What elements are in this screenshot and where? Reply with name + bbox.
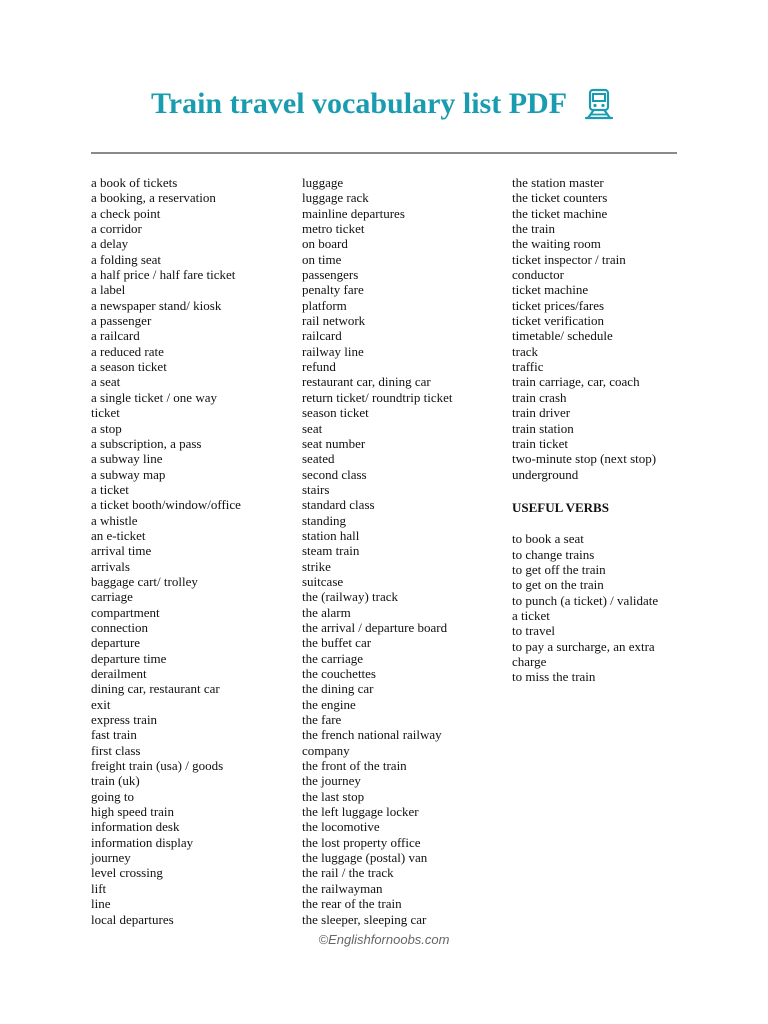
vocab-item: a railcard (91, 328, 140, 344)
vocab-item: the lost property office (302, 834, 421, 850)
vocab-item: a whistle (91, 512, 138, 528)
vocab-item: a corridor (91, 221, 142, 237)
vocab-item: passengers (302, 267, 359, 283)
vocab-item: station hall (302, 527, 360, 543)
vocab-item: the (railway) track (302, 589, 399, 605)
vocab-item: derailment (91, 666, 147, 681)
vocab-item: fast train (91, 727, 137, 743)
vocab-item: the alarm (302, 604, 351, 620)
vocab-item: ticket machine (512, 282, 589, 298)
vocab-item: a booking, a reservation (91, 190, 216, 206)
vocab-item: the carriage (302, 650, 363, 666)
vocab-item: baggage cart/ trolley (91, 573, 198, 589)
vocab-item: a seat (91, 374, 121, 390)
vocab-item: a folding seat (91, 251, 162, 267)
vocab-item: the front of the train (302, 758, 407, 774)
vocab-item: train station (512, 420, 574, 436)
vocab-item: a ticket (512, 608, 550, 624)
vocab-column-2 (302, 175, 502, 927)
vocab-item: the rail / the track (302, 865, 394, 881)
vocab-item: a reduced rate (91, 343, 164, 359)
vocab-item: platform (302, 297, 347, 313)
vocab-item: a newspaper stand/ kiosk (91, 297, 222, 313)
vocab-item: train driver (512, 405, 571, 421)
vocab-item: a half price / half fare ticket (91, 267, 236, 283)
vocab-item: a label (91, 282, 126, 298)
vocab-item: return ticket/ roundtrip ticket (302, 389, 453, 405)
vocab-item: railcard (302, 328, 342, 344)
vocab-item: mainline departures (302, 205, 405, 221)
vocab-item: a delay (91, 236, 129, 252)
vocab-item: the buffet car (302, 635, 372, 651)
vocab-item: a check point (91, 205, 161, 221)
vocab-item: on board (302, 236, 348, 252)
vocab-item: to miss the train (512, 669, 596, 685)
vocab-column-3 (512, 175, 712, 482)
vocab-item: a subscription, a pass (91, 435, 202, 451)
vocab-item: arrival time (91, 543, 152, 559)
vocab-item: the engine (302, 696, 356, 712)
vocab-item: seat (302, 420, 323, 436)
useful-verbs-list (512, 531, 712, 684)
vocab-item: timetable/ schedule (512, 328, 613, 344)
vocab-item: to get off the train (512, 562, 606, 578)
vocab-item: first class (91, 742, 141, 758)
vocab-item: standing (302, 512, 347, 528)
footer-credit: ©Englishfornoobs.com (318, 932, 450, 947)
vocab-item: a subway line (91, 451, 163, 467)
vocab-item: the sleeper, sleeping car (302, 911, 427, 927)
vocab-item: strike (302, 558, 331, 574)
vocab-item: the locomotive (302, 819, 380, 835)
vocab-item: the ticket counters (512, 190, 608, 206)
vocab-item: connection (91, 619, 149, 635)
vocab-item: company (302, 742, 350, 758)
vocab-item: journey (91, 850, 131, 866)
vocab-item: seat number (302, 435, 366, 451)
vocab-item: an e-ticket (91, 527, 146, 543)
vocab-item: restaurant car, dining car (302, 374, 431, 390)
vocab-item: freight train (usa) / goods (91, 758, 224, 774)
vocab-item: the left luggage locker (302, 804, 419, 820)
vocab-item: a single ticket / one way (91, 389, 217, 405)
vocab-item: season ticket (302, 405, 369, 421)
vocab-item: traffic (512, 359, 544, 375)
vocab-item: departure (91, 635, 141, 651)
title-divider (91, 152, 677, 154)
vocab-item: a subway map (91, 466, 166, 482)
page-title: Train travel vocabulary list PDF (150, 87, 568, 120)
vocab-item: luggage rack (302, 190, 369, 206)
vocab-item: information desk (91, 819, 180, 835)
vocab-item: exit (91, 696, 111, 712)
vocab-item: the train (512, 221, 555, 237)
vocab-item: information display (91, 834, 194, 850)
vocab-item: conductor (512, 267, 564, 283)
useful-verbs-heading: USEFUL VERBS (512, 500, 609, 515)
useful-verbs-section (512, 500, 712, 685)
vocab-item: the railwayman (302, 880, 383, 896)
vocab-item: penalty fare (302, 282, 364, 298)
vocab-item: to change trains (512, 546, 595, 562)
vocab-item: line (91, 896, 111, 912)
vocab-item: the last stop (302, 788, 365, 804)
vocab-item: level crossing (91, 865, 163, 881)
vocab-item: the luggage (postal) van (302, 850, 428, 866)
vocab-item: the french national railway (302, 727, 442, 743)
vocab-item: arrivals (91, 558, 130, 574)
vocab-item: to travel (512, 623, 555, 639)
vocab-item: refund (302, 359, 336, 375)
vocab-item: the couchettes (302, 666, 376, 681)
vocab-item: luggage (302, 175, 344, 190)
vocab-item: railway line (302, 343, 364, 359)
vocab-item: the station master (512, 175, 604, 190)
vocab-item: a stop (91, 420, 122, 436)
vocab-item: underground (512, 466, 579, 482)
vocab-item: two-minute stop (next stop) (512, 451, 657, 467)
vocab-column-1 (91, 175, 291, 927)
vocab-item: lift (91, 880, 107, 896)
vocab-item: express train (91, 712, 158, 728)
vocab-item: standard class (302, 497, 375, 513)
vocab-item: seated (302, 451, 335, 467)
vocab-item: the fare (302, 712, 342, 728)
vocab-item: ticket inspector / train (512, 251, 626, 267)
vocab-item: track (512, 343, 538, 359)
vocab-item: to punch (a ticket) / validate (512, 592, 659, 608)
vocab-item: ticket prices/fares (512, 297, 605, 313)
vocab-item: ticket (91, 405, 120, 421)
vocab-item: carriage (91, 589, 133, 605)
vocab-item: going to (91, 788, 134, 804)
vocab-item: dining car, restaurant car (91, 681, 220, 697)
vocab-item: a season ticket (91, 359, 167, 375)
vocab-item: second class (302, 466, 367, 482)
vocab-item: compartment (91, 604, 160, 620)
vocab-item: the journey (302, 773, 361, 789)
train-icon (581, 86, 617, 122)
vocab-item: the dining car (302, 681, 374, 697)
vocab-item: to book a seat (512, 531, 584, 547)
vocab-item: a passenger (91, 313, 152, 329)
vocab-item: on time (302, 251, 342, 267)
vocab-item: the arrival / departure board (302, 619, 448, 635)
vocab-item: to pay a surcharge, an extra (512, 638, 655, 654)
vocab-item: train carriage, car, coach (512, 374, 640, 390)
vocab-item: steam train (302, 543, 360, 559)
title-row (0, 86, 768, 122)
vocab-item: a ticket booth/window/office (91, 497, 241, 513)
vocab-item: high speed train (91, 804, 175, 820)
vocab-item: train (uk) (91, 773, 140, 789)
vocab-item: local departures (91, 911, 174, 927)
vocab-item: a book of tickets (91, 175, 178, 190)
vocab-item: departure time (91, 650, 167, 666)
vocab-item: to get on the train (512, 577, 604, 593)
vocab-item: the rear of the train (302, 896, 402, 912)
vocab-item: the waiting room (512, 236, 601, 252)
vocab-item: a ticket (91, 481, 129, 497)
vocab-item: train crash (512, 389, 567, 405)
vocab-item: the ticket machine (512, 205, 608, 221)
vocab-item: suitcase (302, 573, 344, 589)
vocab-item: train ticket (512, 435, 568, 451)
vocab-item: charge (512, 654, 547, 670)
vocab-item: stairs (302, 481, 330, 497)
vocab-item: metro ticket (302, 221, 365, 237)
vocab-item: rail network (302, 313, 366, 329)
vocab-item: ticket verification (512, 313, 605, 329)
